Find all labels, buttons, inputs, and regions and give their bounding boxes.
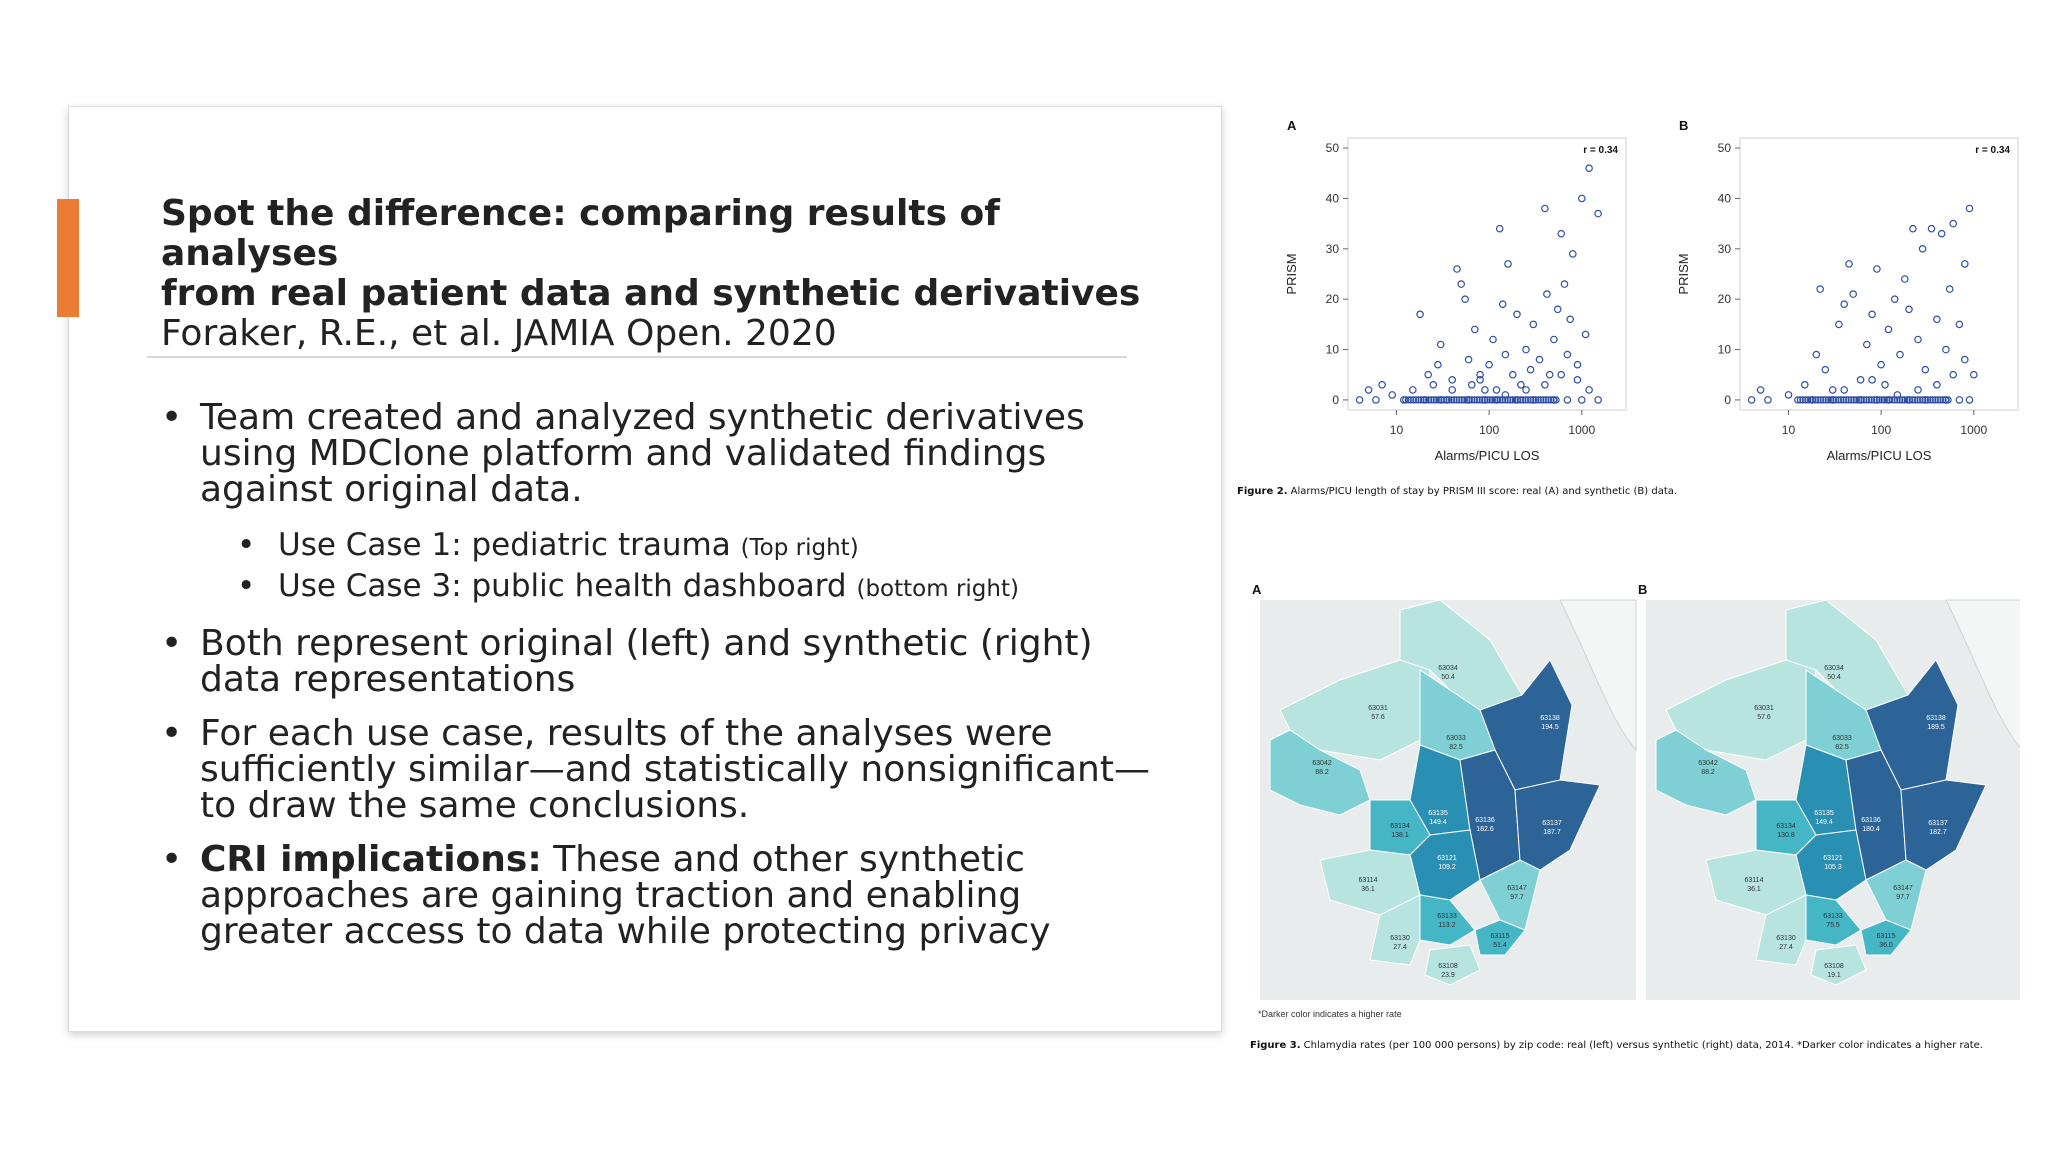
data-point [1846, 261, 1852, 267]
data-point [1527, 367, 1533, 373]
zip-code-label: 63031 [1754, 705, 1774, 712]
zip-code-label: 63134 [1390, 823, 1410, 830]
data-point [1956, 397, 1962, 403]
bullet-item [161, 397, 1161, 510]
bullet-dot: • [161, 839, 183, 880]
zip-rate-label: 187.7 [1543, 829, 1561, 836]
x-axis-label: Alarms/PICU LOS [1434, 448, 1540, 463]
zip-rate-label: 27.4 [1393, 944, 1407, 951]
zip-code-label: 63136 [1475, 817, 1495, 824]
data-point [1822, 367, 1828, 373]
zip-rate-label: 36.0 [1879, 942, 1893, 949]
data-point [1486, 362, 1492, 368]
title-line-2: from real patient data and synthetic derivatives [161, 273, 1141, 314]
zip-rate-label: 194.5 [1541, 724, 1559, 731]
zip-rate-label: 138.1 [1391, 832, 1409, 839]
data-point [1389, 392, 1395, 398]
zip-code-label: 63114 [1744, 877, 1764, 884]
zip-rate-label: 149.4 [1815, 819, 1833, 826]
bullet-item [161, 839, 1161, 952]
map-note: *Darker color indicates a higher rate [1258, 1009, 1402, 1019]
figure-3-caption [1250, 1040, 2020, 1051]
data-point [1892, 296, 1898, 302]
data-point [1962, 261, 1968, 267]
data-point [1830, 387, 1836, 393]
zip-code-label: 63137 [1928, 820, 1948, 827]
map-figure [1240, 575, 2020, 1045]
data-point [1561, 281, 1567, 287]
data-point [1947, 286, 1953, 292]
zip-code-label: 63033 [1832, 735, 1852, 742]
data-point [1465, 356, 1471, 362]
data-point [1536, 356, 1542, 362]
data-point [1430, 382, 1436, 388]
zip-rate-label: 51.4 [1493, 942, 1507, 949]
data-point [1356, 397, 1362, 403]
y-axis-label: PRISM [1676, 253, 1691, 295]
sub-bullet-text: Use Case 1: pediatric trauma [278, 527, 731, 563]
sub-bullet-text: Use Case 3: public health dashboard [278, 568, 847, 604]
zip-code-label: 63130 [1390, 935, 1410, 942]
x-tick-label: 100 [1871, 423, 1892, 437]
data-point [1915, 387, 1921, 393]
data-point [1542, 382, 1548, 388]
data-point [1574, 362, 1580, 368]
zip-code-label: 63133 [1437, 913, 1457, 920]
data-point [1417, 311, 1423, 317]
y-tick-label: 0 [1724, 392, 1731, 407]
data-point [1586, 387, 1592, 393]
data-point [1564, 397, 1570, 403]
bullet-text: Both represent original (left) and synthetic (right) data representations [200, 623, 1093, 700]
data-point [1570, 251, 1576, 257]
zip-code-label: 63033 [1446, 735, 1466, 742]
data-point [1874, 266, 1880, 272]
data-point [1966, 205, 1972, 211]
data-point [1497, 226, 1503, 232]
data-point [1458, 281, 1464, 287]
map-panel-a [1252, 582, 1636, 1000]
zip-rate-label: 23.9 [1441, 972, 1455, 979]
data-point [1841, 301, 1847, 307]
zip-rate-label: 82.5 [1449, 744, 1463, 751]
x-axis-label: Alarms/PICU LOS [1826, 448, 1932, 463]
bullet-dot: • [237, 527, 256, 563]
figure-2-caption [1237, 486, 2017, 497]
data-point [1518, 382, 1524, 388]
data-point [1885, 326, 1891, 332]
zip-code-label: 63137 [1542, 820, 1562, 827]
bullet-dot: • [161, 713, 183, 754]
zip-code-label: 63121 [1437, 855, 1457, 862]
data-point [1490, 336, 1496, 342]
scatter-panel-a [1284, 118, 1626, 463]
figure-3-caption-label: Figure 3. [1250, 1040, 1301, 1051]
zip-code-label: 63130 [1776, 935, 1796, 942]
zip-rate-label: 50.4 [1827, 674, 1841, 681]
y-tick-label: 40 [1717, 191, 1731, 206]
zip-rate-label: 19.1 [1827, 972, 1841, 979]
zip-rate-label: 50.4 [1441, 674, 1455, 681]
zip-rate-label: 88.2 [1701, 769, 1715, 776]
data-point [1586, 165, 1592, 171]
data-point [1934, 382, 1940, 388]
zip-code-label: 63138 [1540, 715, 1560, 722]
zip-rate-label: 130.8 [1777, 832, 1795, 839]
data-point [1757, 387, 1763, 393]
data-point [1817, 286, 1823, 292]
y-tick-label: 40 [1325, 191, 1339, 206]
scatter-figure [1230, 110, 2020, 510]
zip-code-label: 63108 [1438, 963, 1458, 970]
data-point [1595, 397, 1601, 403]
data-point [1897, 351, 1903, 357]
panel-label: B [1638, 582, 1648, 597]
zip-code-label: 63042 [1312, 760, 1332, 767]
zip-code-label: 63114 [1358, 877, 1378, 884]
sub-bullet-note: (Top right) [740, 535, 859, 561]
data-point [1864, 341, 1870, 347]
zip-rate-label: 182.7 [1929, 829, 1947, 836]
data-point [1558, 372, 1564, 378]
bullet-text: These and other synthetic approaches are gaining traction and enabling greater access to data while protecting privacy [200, 839, 1051, 952]
data-point [1579, 397, 1585, 403]
figure-2-caption-text: Alarms/PICU length of stay by PRISM III score: real (A) and synthetic (B) data. [1287, 486, 1678, 497]
map-panel-b [1638, 582, 2020, 1000]
zip-rate-label: 113.2 [1438, 922, 1456, 929]
zip-code-label: 63042 [1698, 760, 1718, 767]
zip-rate-label: 97.7 [1896, 894, 1910, 901]
y-tick-label: 50 [1325, 141, 1339, 156]
data-point [1943, 346, 1949, 352]
data-point [1906, 306, 1912, 312]
zip-code-label: 63147 [1893, 885, 1913, 892]
x-tick-label: 10 [1781, 423, 1796, 437]
data-point [1836, 321, 1842, 327]
zip-rate-label: 27.4 [1779, 944, 1793, 951]
sub-bullet-list [161, 526, 1161, 608]
title-divider [147, 356, 1127, 358]
data-point [1551, 336, 1557, 342]
data-point [1379, 382, 1385, 388]
panel-label: A [1252, 582, 1262, 597]
data-point [1922, 367, 1928, 373]
data-point [1530, 321, 1536, 327]
x-tick-label: 100 [1479, 423, 1500, 437]
zip-code-label: 63034 [1438, 665, 1458, 672]
sub-bullet-item [161, 526, 1161, 567]
zip-code-label: 63034 [1824, 665, 1844, 672]
sub-bullet-note: (bottom right) [856, 576, 1019, 602]
data-point [1915, 336, 1921, 342]
data-point [1841, 387, 1847, 393]
zip-code-label: 63134 [1776, 823, 1796, 830]
y-tick-label: 10 [1717, 342, 1731, 357]
slide-title [161, 194, 1161, 354]
zip-rate-label: 88.2 [1315, 769, 1329, 776]
data-point [1934, 316, 1940, 322]
y-tick-label: 20 [1325, 292, 1339, 307]
data-point [1482, 387, 1488, 393]
zip-rate-label: 182.6 [1476, 826, 1494, 833]
data-point [1748, 397, 1754, 403]
data-point [1544, 291, 1550, 297]
data-point [1785, 392, 1791, 398]
data-point [1510, 372, 1516, 378]
zip-rate-label: 75.5 [1826, 922, 1840, 929]
bullet-item [161, 623, 1161, 700]
data-point [1547, 372, 1553, 378]
bullet-dot: • [161, 623, 183, 664]
zip-rate-label: 180.4 [1862, 826, 1880, 833]
data-point [1542, 205, 1548, 211]
bullet-text: For each use case, results of the analyses were sufficiently similar—and statistically nonsignificant—to draw the same conclusions. [200, 713, 1150, 826]
data-point [1438, 341, 1444, 347]
y-tick-label: 0 [1332, 392, 1339, 407]
zip-code-label: 63115 [1490, 933, 1510, 940]
zip-code-label: 63138 [1926, 715, 1946, 722]
zip-rate-label: 109.2 [1438, 864, 1456, 871]
data-point [1919, 246, 1925, 252]
zip-rate-label: 105.3 [1824, 864, 1842, 871]
data-point [1966, 397, 1972, 403]
panel-label: B [1679, 118, 1689, 133]
data-point [1582, 331, 1588, 337]
data-point [1555, 306, 1561, 312]
data-point [1939, 231, 1945, 237]
data-point [1514, 311, 1520, 317]
zip-code-label: 63147 [1507, 885, 1527, 892]
data-point [1502, 351, 1508, 357]
zip-rate-label: 57.6 [1371, 714, 1385, 721]
data-point [1956, 321, 1962, 327]
zip-code-label: 63135 [1814, 810, 1834, 817]
data-point [1567, 316, 1573, 322]
data-point [1523, 346, 1529, 352]
zip-rate-label: 36.1 [1361, 886, 1375, 893]
figure-2-caption-label: Figure 2. [1237, 486, 1288, 497]
data-point [1910, 226, 1916, 232]
data-point [1882, 382, 1888, 388]
plot-frame [1740, 138, 2018, 410]
bullet-dot: • [237, 568, 256, 604]
y-tick-label: 30 [1325, 241, 1339, 256]
x-tick-label: 1000 [1960, 423, 1988, 437]
data-point [1462, 296, 1468, 302]
x-tick-label: 1000 [1568, 423, 1596, 437]
data-point [1813, 351, 1819, 357]
bullet-item [161, 713, 1161, 826]
zero-baseline-points [1795, 397, 1951, 403]
x-tick-label: 10 [1389, 423, 1404, 437]
y-tick-label: 20 [1717, 292, 1731, 307]
data-point [1878, 362, 1884, 368]
data-point [1365, 387, 1371, 393]
data-point [1558, 231, 1564, 237]
data-point [1869, 377, 1875, 383]
zip-code-label: 63133 [1823, 913, 1843, 920]
data-point [1857, 377, 1863, 383]
data-point [1962, 356, 1968, 362]
bullet-list [161, 397, 1161, 968]
title-line-1: Spot the difference: comparing results of analyses [161, 193, 1000, 274]
data-point [1595, 210, 1601, 216]
y-tick-label: 30 [1717, 241, 1731, 256]
data-point [1449, 377, 1455, 383]
data-point [1902, 276, 1908, 282]
data-point [1505, 261, 1511, 267]
data-point [1435, 362, 1441, 368]
bullet-text: Team created and analyzed synthetic derivatives using MDClone platform and validated findings against original data. [200, 397, 1085, 510]
figure-2 [1230, 110, 2020, 510]
zip-rate-label: 57.6 [1757, 714, 1771, 721]
zip-rate-label: 149.4 [1429, 819, 1447, 826]
data-point [1802, 382, 1808, 388]
zip-code-label: 63108 [1824, 963, 1844, 970]
data-point [1579, 195, 1585, 201]
data-point [1564, 351, 1570, 357]
zip-code-label: 63136 [1861, 817, 1881, 824]
zip-code-label: 63121 [1823, 855, 1843, 862]
data-point [1373, 397, 1379, 403]
data-point [1869, 311, 1875, 317]
data-point [1950, 372, 1956, 378]
sub-bullet-item [161, 567, 1161, 608]
zip-rate-label: 82.5 [1835, 744, 1849, 751]
zero-baseline-points [1403, 397, 1559, 403]
zip-code-label: 63031 [1368, 705, 1388, 712]
data-point [1850, 291, 1856, 297]
data-point [1425, 372, 1431, 378]
data-point [1765, 397, 1771, 403]
bullet-dot: • [161, 397, 183, 438]
data-point [1410, 387, 1416, 393]
accent-bar [57, 199, 79, 317]
data-point [1928, 226, 1934, 232]
zip-rate-label: 97.7 [1510, 894, 1524, 901]
y-tick-label: 50 [1717, 141, 1731, 156]
figure-3-caption-text: Chlamydia rates (per 100 000 persons) by zip code: real (left) versus synthetic (right) data, 2014. *Darker color indicates a higher rate. [1300, 1040, 1983, 1051]
figure-3 [1240, 575, 2020, 1065]
data-point [1950, 220, 1956, 226]
correlation-annotation: r = 0.34 [1975, 145, 2010, 156]
data-point [1523, 387, 1529, 393]
zip-code-label: 63135 [1428, 810, 1448, 817]
data-point [1493, 387, 1499, 393]
zip-code-label: 63115 [1876, 933, 1896, 940]
y-axis-label: PRISM [1284, 253, 1299, 295]
data-point [1469, 382, 1475, 388]
panel-label: A [1287, 118, 1297, 133]
scatter-panel-b [1676, 118, 2018, 463]
bullet-bold-lead: CRI implications: [200, 839, 542, 880]
data-point [1971, 372, 1977, 378]
citation: Foraker, R.E., et al. JAMIA Open. 2020 [161, 313, 837, 354]
data-point [1449, 387, 1455, 393]
data-point [1454, 266, 1460, 272]
y-tick-label: 10 [1325, 342, 1339, 357]
correlation-annotation: r = 0.34 [1583, 145, 1618, 156]
data-point [1472, 326, 1478, 332]
data-point [1574, 377, 1580, 383]
zip-rate-label: 36.1 [1747, 886, 1761, 893]
zip-rate-label: 189.5 [1927, 724, 1945, 731]
plot-frame [1348, 138, 1626, 410]
data-point [1500, 301, 1506, 307]
